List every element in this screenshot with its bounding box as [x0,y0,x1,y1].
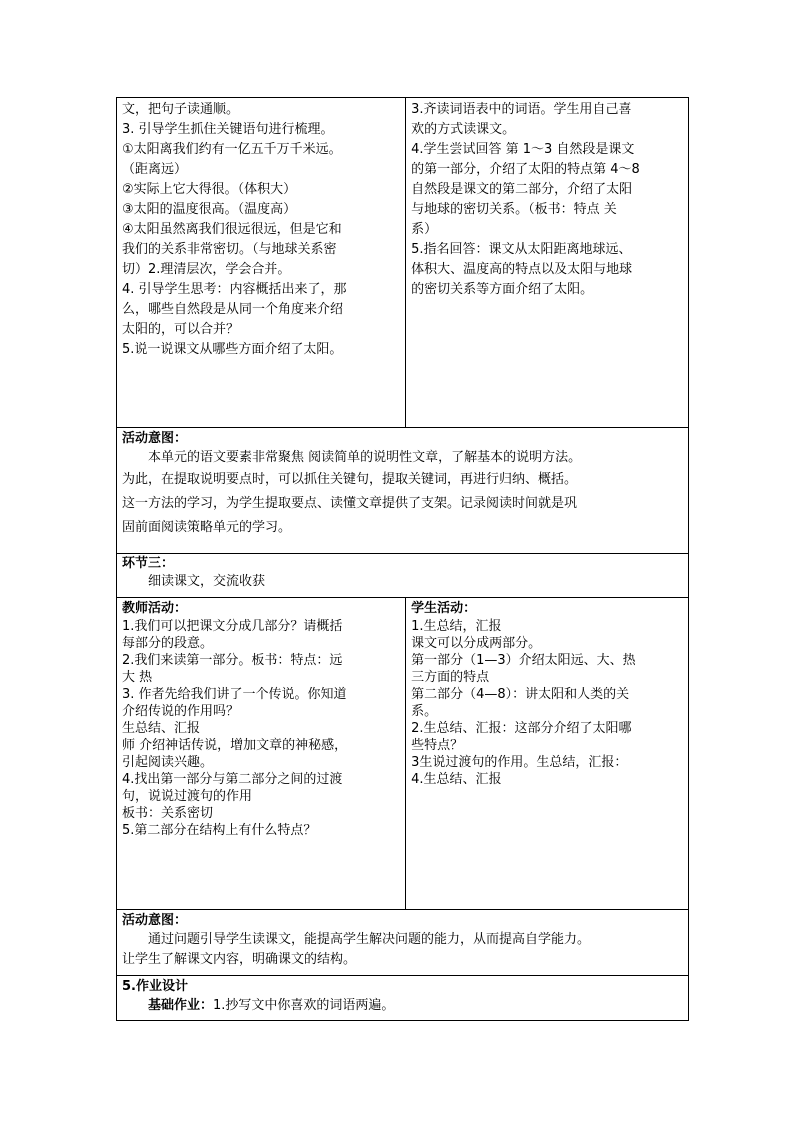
text-line: 板书：关系密切 [122,806,214,821]
text-line: 切）2.理清层次，学会合并。 [122,262,291,277]
teacher-cell-2 [117,598,406,910]
activity-row-1 [117,98,689,428]
student-cell-2 [406,598,689,910]
text-line: 欢的方式读课文。 [411,122,516,137]
homework-text: 1.抄写文中你喜欢的词语两遍。 [213,998,395,1013]
text-line: 自然段是课文的第二部分，介绍了太阳 [411,182,633,197]
student-heading: 学生活动： [411,601,477,616]
intent-heading: 活动意图： [122,431,188,446]
text-line: 与地球的密切关系。（板书：特点 关 [411,202,617,217]
text-line: 么，哪些自然段是从同一个角度来介绍 [122,302,344,317]
text-line: 2.我们来读第一部分。板书：特点：远 [122,653,343,668]
homework-line [122,996,683,1016]
text-line: 生总结、汇报 [122,721,201,736]
text-line: 4.找出第一部分与第二部分之间的过渡 [122,772,343,787]
text-line: 通过问题引导学生读课文，能提高学生解决问题的能力，从而提高自学能力。 [148,932,591,947]
text-line: 课文可以分成两部分。 [411,636,542,651]
text-line: 为此，在提取说明要点时，可以抓住关键句，提取关键词，再进行归纳、概括。 [122,472,578,487]
homework-cell [117,976,689,1021]
text-line: 系） [411,222,438,237]
stage-subtitle: 细读课文，交流收获 [148,574,266,589]
text-line: 5.说一说课文从哪些方面介绍了太阳。 [122,342,343,357]
text-line: 这一方法的学习，为学生提取要点、读懂文章提供了支架。记录阅读时间就是巩 [122,496,578,511]
text-line: 1.我们可以把课文分成几部分？请概括 [122,619,343,634]
text-line: 句，说说过渡句的作用 [122,789,253,804]
stage-heading: 环节三： [122,556,175,571]
teacher-cell-1 [117,98,406,428]
text-line: 固前面阅读策略单元的学习。 [122,520,292,535]
homework-label: 基础作业： [148,998,214,1013]
text-line: 我们的关系非常密切。（与地球关系密 [122,242,337,257]
text-line: ①太阳离我们约有一亿五千万千米远。 [122,142,342,157]
text-line: （距离远） [122,162,188,177]
activity-row-2 [117,598,689,910]
text-line: 3.齐读词语表中的词语。学生用自己喜 [411,102,632,117]
text-line: 系。 [411,704,438,719]
text-line: 些特点？ [411,738,464,753]
text-line: 4.生总结、汇报 [411,772,502,787]
text-line: ③太阳的温度很高。（温度高） [122,202,297,217]
intent-row-2 [117,910,689,976]
intent-heading: 活动意图： [122,913,188,928]
text-line: 2.生总结、汇报：这部分介绍了太阳哪 [411,721,632,736]
text-line: 师 介绍神话传说，增加文章的神秘感， [122,738,348,753]
text-line: 5.第二部分在结构上有什么特点？ [122,823,317,838]
stage-cell [117,554,689,598]
text-line: 文，把句子读通顺。 [122,102,240,117]
text-line: 3生说过渡句的作用。生总结，汇报： [411,755,628,770]
lesson-plan-table [116,97,689,1021]
text-line: 让学生了解课文内容，明确课文的结构。 [122,952,357,967]
text-line: 第二部分（4—8）：讲太阳和人类的关 [411,687,630,702]
intent-row-1 [117,428,689,554]
homework-row [117,976,689,1021]
text-line: 1.生总结，汇报 [411,619,502,634]
intent-cell-2 [117,910,689,976]
text-line: 的密切关系等方面介绍了太阳。 [411,282,594,297]
text-line: 5.指名回答：课文从太阳距离地球远、 [411,242,632,257]
text-line: 4. 引导学生思考：内容概括出来了，那 [122,282,347,297]
teacher-heading: 教师活动： [122,601,188,616]
student-cell-1 [406,98,689,428]
homework-heading: 5.作业设计 [122,979,188,994]
text-line: 每部分的段意。 [122,636,214,651]
text-line: 三方面的特点 [411,670,490,685]
text-line: 第一部分（1—3）介绍太阳远、大、热 [411,653,636,668]
text-line: 体积大、温度高的特点以及太阳与地球 [411,262,633,277]
intent-cell-1 [117,428,689,554]
text-line: 4.学生尝试回答 第 1～3 自然段是课文 [411,142,635,157]
text-line: 3. 引导学生抓住关键语句进行梳理。 [122,122,334,137]
text-line: 本单元的语文要素非常聚焦 阅读简单的说明性文章，了解基本的说明方法。 [148,450,582,465]
text-line: 介绍传说的作用吗？ [122,704,240,719]
stage-row [117,554,689,598]
text-line: 的第一部分，介绍了太阳的特点第 4～8 [411,162,640,177]
text-line: ④太阳虽然离我们很远很远，但是它和 [122,222,342,237]
text-line: ②实际上它大得很。（体积大） [122,182,297,197]
text-line: 引起阅读兴趣。 [122,755,214,770]
text-line: 3. 作者先给我们讲了一个传说。你知道 [122,687,347,702]
text-line: 大 热 [122,670,153,685]
text-line: 太阳的，可以合并？ [122,322,240,337]
